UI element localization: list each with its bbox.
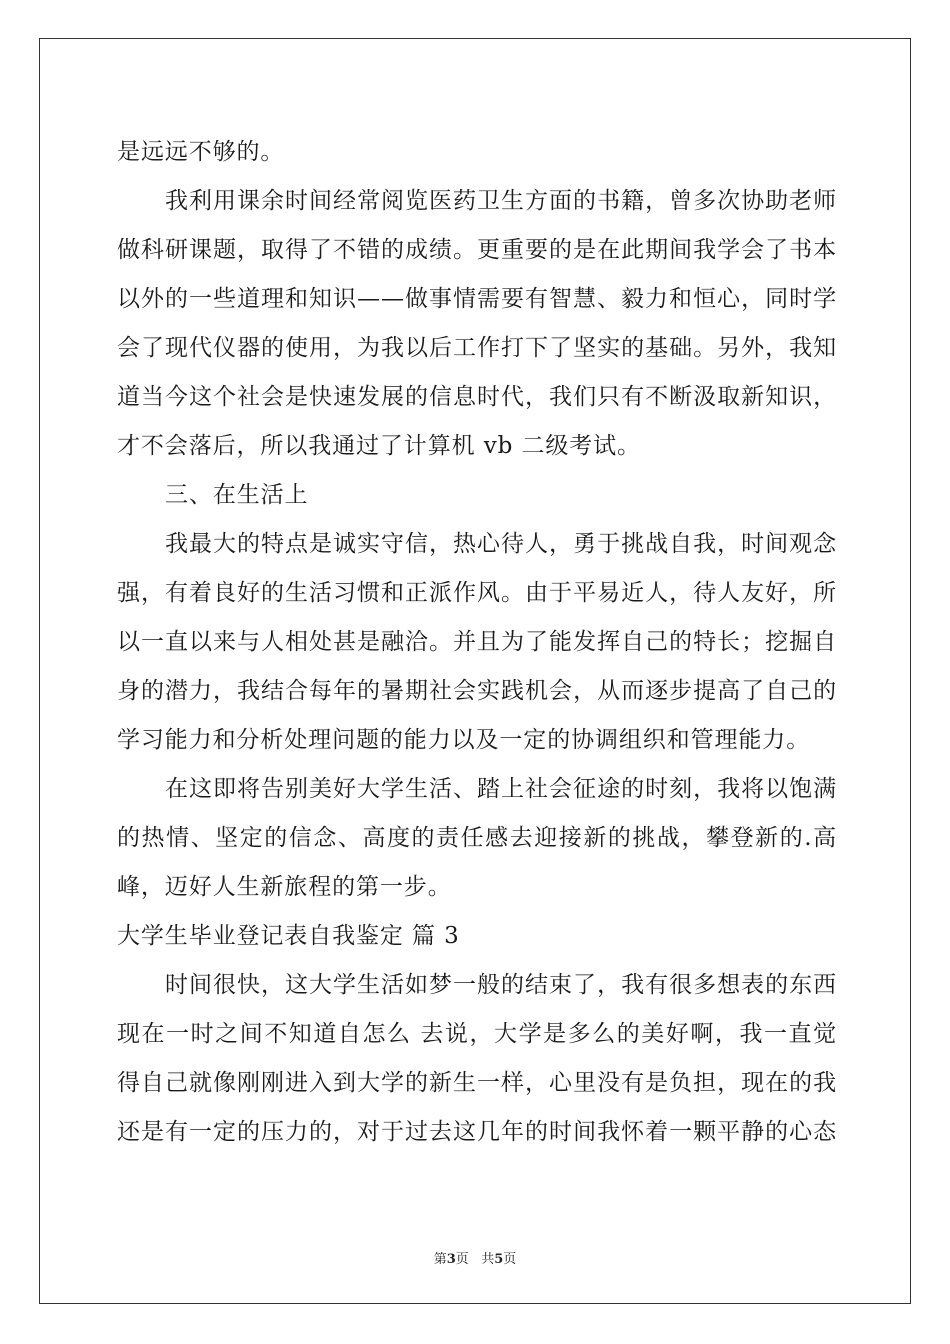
text-line: 在这即将告别美好大学生活、踏上社会征途的时刻，我将以饱满 [165,776,837,802]
text-line: 身的潜力，我结合每年的暑期社会实践机会，从而逐步提高了自己的 [117,678,837,704]
text-line: 道当今这个社会是快速发展的信息时代，我们只有不断汲取新知识， [117,384,837,410]
text-line: 是远远不够的。 [117,139,285,165]
text-line: 得自己就像刚刚进入到大学的新生一样，心里没有是负担，现在的我 [117,1070,837,1096]
total-page-number: 5 [494,1252,504,1267]
text-line: 我最大的特点是诚实守信，热心待人，勇于挑战自我，时间观念 [165,531,837,557]
section-heading: 三、在生活上 [165,482,309,508]
text-line: 以外的一些道理和知识——做事情需要有智慧、毅力和恒心，同时学 [117,286,837,312]
current-page-number: 3 [446,1252,456,1267]
footer-prefix: 第 [433,1252,447,1267]
text-line: 强，有着良好的生活习惯和正派作风。由于平易近人，待人友好，所 [117,580,837,606]
text-line: 以一直以来与人相处甚是融洽。并且为了能发挥自己的特长；挖掘自 [117,629,837,655]
text-line: 现在一时之间不知道自怎么 去说，大学是多么的美好啊，我一直觉 [117,1021,837,1047]
text-line: 峰，迈好人生新旅程的第一步。 [117,874,452,900]
text-line: 时间很快，这大学生活如梦一般的结束了，我有很多想表的东西 [165,972,837,998]
text-line: 还是有一定的压力的，对于过去这几年的时间我怀着一颗平静的心态 [117,1119,837,1145]
article-title: 大学生毕业登记表自我鉴定 篇 3 [117,923,460,949]
page-number-footer [0,1248,950,1267]
text-line: 学习能力和分析处理问题的能力以及一定的协调组织和管理能力。 [117,727,811,753]
text-line: 会了现代仪器的使用，为我以后工作打下了坚实的基础。另外，我知 [117,335,837,361]
text-line: 才不会落后，所以我通过了计算机 vb 二级考试。 [117,433,641,459]
footer-suffix: 页 [503,1252,517,1267]
text-line: 做科研课题，取得了不错的成绩。更重要的是在此期间我学会了书本 [117,237,837,263]
footer-middle: 页 共 [455,1252,495,1267]
text-line: 的热情、坚定的信念、高度的责任感去迎接新的挑战，攀登新的.高 [117,825,837,851]
document-body [117,128,837,1157]
text-line: 我利用课余时间经常阅览医药卫生方面的书籍，曾多次协助老师 [165,188,837,214]
